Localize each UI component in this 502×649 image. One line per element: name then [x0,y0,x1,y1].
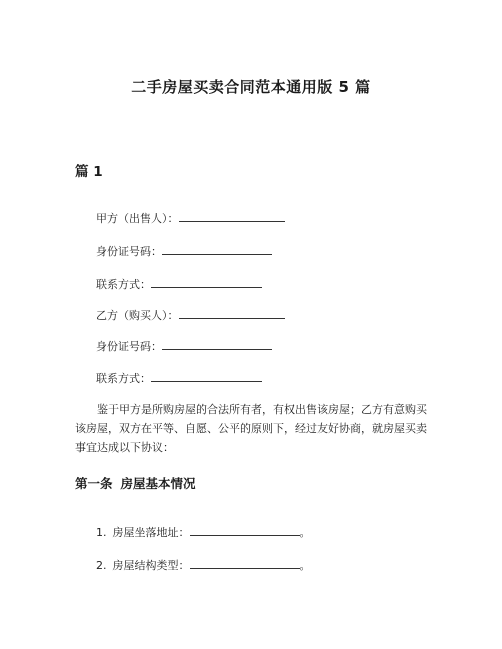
fill-in-blank [151,276,262,288]
fill-in-blank [162,338,272,350]
fill-in-blank [179,307,285,319]
list-item [96,557,311,573]
intro-paragraph: 鉴于甲方是所购房屋的合法所有者，有权出售该房屋；乙方有意购买该房屋，双方在平等、自愿、公平的原则下，经过友好协商，就房屋买卖事宜达成以下协议： [75,403,427,454]
field-label: 联系方式： [96,372,151,385]
article-number: 第一条 [75,476,113,491]
fill-in-blank [179,210,285,222]
fill-in-blank [162,243,272,255]
article-title: 房屋基本情况 [120,476,196,491]
field-label: 身份证号码： [96,245,162,258]
article-heading [75,474,196,492]
field-label: 乙方（购买人）： [96,309,179,322]
buyer-contact-field [96,370,262,386]
section-heading: 篇 1 [75,164,103,180]
item-index: 1. [96,526,107,539]
fill-in-blank [151,370,262,382]
item-label: 房屋结构类型： [112,559,190,572]
fill-in-blank [190,557,300,569]
document-title: 二手房屋买卖合同范本通用版 5 篇 [131,78,371,96]
buyer-id-field [96,338,272,354]
seller-contact-field [96,276,262,292]
list-item [96,524,311,540]
fill-in-blank [190,524,300,536]
seller-id-field [96,243,272,259]
field-label: 甲方（出售人）： [96,212,179,225]
field-label: 身份证号码： [96,340,162,353]
item-suffix: 。 [299,559,311,572]
buyer-name-field [96,307,285,323]
item-index: 2. [96,559,107,572]
field-label: 联系方式： [96,278,151,291]
item-suffix: 。 [299,526,311,539]
seller-name-field [96,210,285,226]
item-label: 房屋坐落地址： [112,526,190,539]
